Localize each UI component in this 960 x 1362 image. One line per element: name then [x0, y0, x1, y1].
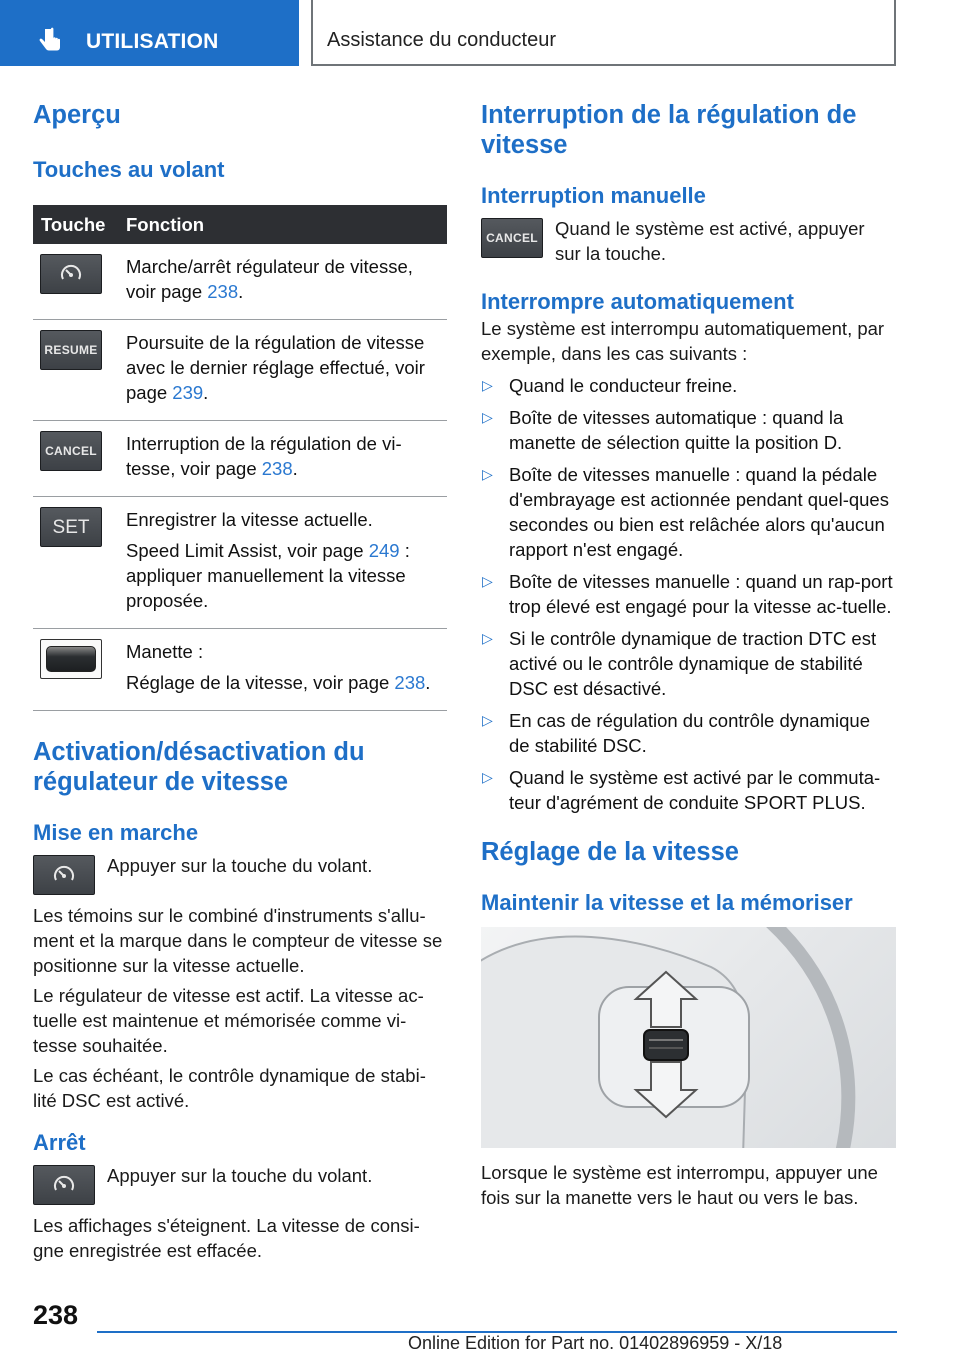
hand-icon — [38, 27, 64, 53]
auto-conditions-list — [481, 373, 895, 815]
triangle-right-icon: ▷ — [482, 630, 493, 646]
page-link[interactable]: 238 — [207, 281, 239, 302]
right-column — [481, 100, 895, 1210]
resume-key: RESUME — [40, 330, 102, 370]
paragraph: Le cas échéant, le contrôle dynamique de stabi‐lité DSC est activé. — [33, 1065, 426, 1111]
paragraph: Les affichages s'éteignent. La vitesse de consi‐gne enregistrée est effacée. — [33, 1215, 420, 1261]
cruise-icon — [58, 263, 84, 285]
cruise-icon — [51, 864, 77, 886]
table-row — [33, 629, 447, 711]
section-title: Assistance du conducteur — [327, 29, 557, 51]
list-item: ▷ En cas de régulation du contrôle dynamique de stabilité DSC. — [482, 710, 870, 756]
col-header-fonction: Fonction — [126, 205, 447, 244]
page-link[interactable]: 238 — [261, 458, 293, 479]
auto-intro: Le système est interrompu automatiquement, par exemple, dans les cas suivants : — [481, 318, 885, 364]
list-item: ▷ Boîte de vitesses automatique : quand la manette de sélection quitte la position D. — [482, 407, 844, 453]
edition-note: Online Edition for Part no. 01402896959 - X/18 — [408, 1333, 783, 1353]
list-item: ▷ Boîte de vitesses manuelle : quand un rap‐port trop élevé est engagé pour la vitesse ac‐tuelle. — [482, 571, 893, 617]
table-row — [33, 244, 447, 320]
heading-touches: Touches au volant — [33, 157, 225, 182]
row-text: Interruption de la régulation de vi‐tesse, voir page 238. — [126, 433, 402, 479]
heading-apercu: Aperçu — [33, 101, 121, 129]
header-tab — [0, 0, 299, 66]
page-link[interactable]: 238 — [394, 672, 426, 693]
paragraph: Les témoins sur le combiné d'instruments s'allu‐ment et la marque dans le compteur de vitesse se positionne sur la vitesse actuelle. — [33, 905, 443, 976]
paragraph: Lorsque le système est interrompu, appuyer une fois sur la manette vers le haut ou vers le bas. — [481, 1162, 878, 1208]
cruise-control-key — [40, 254, 102, 294]
cancel-key: CANCEL — [481, 218, 543, 258]
heading-reglage: Réglage de la vitesse — [481, 838, 739, 866]
list-item: ▷ Quand le système est activé par le commuta‐teur d'agrément de conduite SPORT PLUS. — [482, 767, 881, 813]
row-text: Speed Limit Assist, voir page 249 : appliquer manuellement la vitesse proposée. — [126, 540, 410, 611]
page-number: 238 — [33, 1300, 79, 1330]
triangle-right-icon: ▷ — [482, 377, 493, 393]
triangle-right-icon: ▷ — [482, 769, 493, 785]
list-item: ▷ Boîte de vitesses manuelle : quand la pédale d'embrayage est actionnée pendant quel‐ques secondes ou bien est relâchée alors qu'aucun rapport n'est engagé. — [482, 464, 889, 560]
row-text: Marche/arrêt régulateur de vitesse, voir page 238. — [126, 256, 413, 302]
steering-wheel-illustration — [481, 927, 896, 1148]
page-link[interactable]: 249 — [368, 540, 400, 561]
heading-marche: Mise en marche — [33, 820, 199, 845]
triangle-right-icon: ▷ — [482, 466, 493, 482]
heading-manuelle: Interruption manuelle — [481, 183, 706, 208]
table-header — [33, 205, 447, 244]
section-tab-label: UTILISATION — [86, 30, 219, 53]
page-link[interactable]: 239 — [172, 382, 204, 403]
cancel-key: CANCEL — [40, 431, 102, 471]
list-item: ▷ Si le contrôle dynamique de traction DTC est activé ou le contrôle dynamique de stabilité DSC est désactivé. — [482, 628, 877, 699]
steering-wheel-drawing — [481, 927, 896, 1148]
lever-icon — [40, 639, 102, 679]
heading-auto: Interrompre automatiquement — [481, 289, 794, 314]
row-text: Poursuite de la régulation de vitesse avec le dernier réglage effectué, voir page 239. — [126, 332, 425, 403]
cruise-control-key — [33, 855, 95, 895]
table-row — [33, 421, 447, 497]
keys-table — [33, 205, 447, 711]
heading-activation: Activation/désactivation du régulateur de vitesse — [33, 738, 365, 796]
triangle-right-icon: ▷ — [482, 573, 493, 589]
col-header-touche: Touche — [33, 205, 126, 244]
marche-instruction: Appuyer sur la touche du volant. — [107, 855, 373, 876]
triangle-right-icon: ▷ — [482, 409, 493, 425]
list-item: ▷ Quand le conducteur freine. — [482, 375, 738, 396]
paragraph: Le régulateur de vitesse est actif. La vitesse ac‐tuelle est maintenue et mémorisée comme vi‐tesse souhaitée. — [33, 985, 424, 1056]
heading-arret: Arrêt — [33, 1130, 86, 1155]
row-text: Enregistrer la vitesse actuelle. — [126, 509, 373, 530]
set-key: SET — [40, 507, 102, 547]
cruise-icon — [51, 1174, 77, 1196]
row-text: Réglage de la vitesse, voir page 238. — [126, 672, 431, 693]
manuelle-instruction: Quand le système est activé, appuyer sur la touche. — [555, 218, 865, 264]
heading-interruption: Interruption de la régulation de vitesse — [481, 101, 857, 159]
arret-instruction: Appuyer sur la touche du volant. — [107, 1165, 373, 1186]
left-column — [33, 100, 447, 1263]
header-section-box — [311, 0, 896, 66]
row-text: Manette : — [126, 641, 204, 662]
heading-maintenir: Maintenir la vitesse et la mémoriser — [481, 890, 853, 915]
table-row — [33, 497, 447, 629]
triangle-right-icon: ▷ — [482, 712, 493, 728]
table-row — [33, 320, 447, 421]
cruise-control-key — [33, 1165, 95, 1205]
